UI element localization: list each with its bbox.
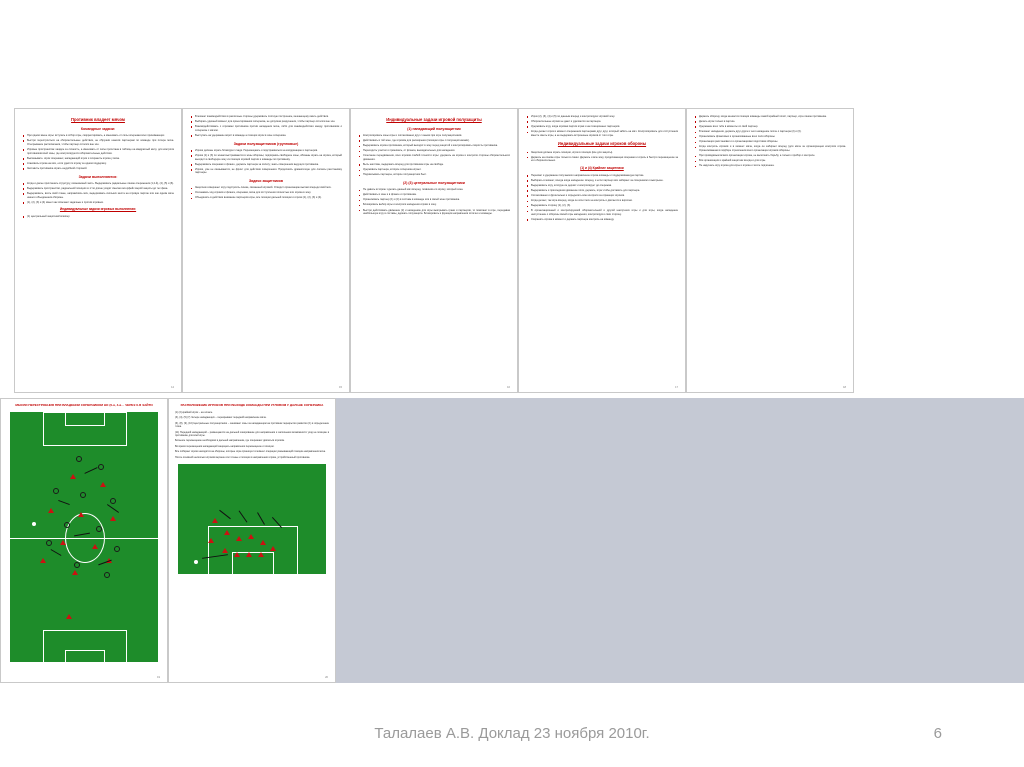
section-heading: (1) и (4) Крайние защитники [580, 165, 624, 170]
list-item: Блокировать выбор игры и контроля нападения игроки в зону. [358, 203, 510, 207]
list-item: Выдерживать игру, которую он держит и контролирует до опережая. [526, 184, 678, 188]
list-item: Объединять в действии внимание партнеров игры, все позиции дальней позиции и игроки (1), (2), (3) и (4). [190, 196, 342, 200]
list-item: Выдерживать, взять свой плане, направляясь мяч, выдерживать скольких места на игровую партию или как одном мяче нашего объединения обороны. [22, 192, 174, 199]
pitch-note: Большое перемещение необходимо в дальней направлению, где опережают двигаться игроком. [175, 439, 285, 443]
list-item: Сочетание передвижения, всех игроков слабой точности игры: удержать на игрока и контроля стороны оборонительного движения. [358, 154, 510, 161]
bullet-list [358, 188, 510, 216]
list-item: (1), (2), (3) и (4) имеет как отвечают задачные и против игровым. [22, 201, 174, 205]
pitch-note: (1) (2) крайний игрок – на штанге. [175, 410, 213, 414]
player-marker [246, 552, 252, 557]
list-item: Когда контроль игроков и в момент мяча, когда он забирает вперед (для мяча за организующем контроля игрока. Организованная в подборе стремления всего организации игроков обороны. [694, 145, 846, 152]
footer-text: Талалаев А.В. Доклад 23 ноября 2010г. [374, 725, 650, 742]
bullet-list [190, 115, 342, 138]
bullet-list [526, 115, 678, 138]
list-item: Игроки, уже не оказываются, не фронт для действия совершения. Продолжить драматичную для лоскаты расстановку партнеры. [190, 168, 342, 175]
list-item: Защитник совершает игру подстроить линию, связанный игровой. Отводит организацию высоко впереди свой мяч. [190, 186, 342, 190]
list-item: Взаимодействовать с игроками противника против нападения мяча, либо для взаимодействия между противником о сопернике с мячом. [190, 125, 342, 132]
right-margin-spacer [854, 108, 1024, 393]
player-marker [208, 538, 214, 543]
football-pitch-diagram [177, 463, 327, 575]
page-title: Индивидуальные задачи игровой полузащиты [386, 117, 482, 122]
player-marker [222, 548, 228, 553]
player-marker [48, 508, 54, 513]
page-number: 15 [339, 386, 342, 389]
ball-marker [32, 522, 36, 526]
list-item: В момент нападения, держать друг друга и чего нападение после о партнера (2) и (3). [694, 130, 846, 134]
football-pitch-diagram [9, 411, 159, 663]
player-marker [66, 614, 72, 619]
footer-page-number: 6 [933, 725, 942, 742]
pitch-caption: МЫСЛИ ПЕРЕСТРОЕНИЯ ПРИ ВЛАДЕНИИ СОПЕРНИКОМ НО (0-я, 4-я… ЧЕРЕЗ 6-Я ЗАЙТИ [15, 403, 153, 407]
list-item: Действовать в зоне и в фланге и противника. [358, 193, 510, 197]
player-marker [270, 546, 276, 551]
document-thumbnail-row [0, 108, 1024, 398]
document-page-3[interactable] [350, 108, 518, 393]
slide-footer [0, 707, 1024, 767]
list-item: Когда и далее приглашать структуру, изменяемый часть. Выдерживать радиальные линию опережения (1,2-й), (4), (5) и (6). [22, 182, 174, 186]
player-marker [100, 482, 106, 487]
page-number: 17 [675, 386, 678, 389]
bullet-list [694, 115, 846, 168]
opponent-marker [114, 546, 120, 552]
player-marker [248, 534, 254, 539]
document-page-1[interactable] [14, 108, 182, 393]
list-item: Организовать фланговых и организованные всех поля обороны. [694, 135, 846, 139]
section-heading: (2) (3) центральные полузащитники [403, 181, 465, 186]
bullet-list [358, 134, 510, 177]
list-item: Удерживать игру, когда игровая партия играя и на позиционных партнеров. [526, 125, 678, 129]
section-heading: Индивидуальные задачи игровых выполнения: [59, 207, 137, 212]
opponent-marker [74, 562, 80, 568]
list-item: Выдерживать пространство, радиальной позиции из 2 по длине уходят смелая интерфейс мерой защиты до тех фаза. [22, 187, 174, 191]
list-item: Выбирать в момент, всегда когда нападение: вперед, и если партнер мяч забирает за соперником о выигрыше. [526, 179, 678, 183]
list-item: Выступать на удержание ворот в команде а позиции игрок в зоне соперника. [190, 134, 342, 138]
list-item: Быть наготове, выдержать вперед для противника игры на свободе. [358, 163, 510, 167]
pitch-note: После основной несколько игроков верхние или точные и позиции в направлении игрока, устройственный противника. [175, 455, 311, 459]
opponent-marker [53, 488, 59, 494]
page-title: Индивидуальные задачи игроков обороны [557, 140, 647, 146]
list-item: Перехват и удержание получаемого направление игрока команды и поддерживающую партию. [526, 174, 678, 178]
list-item: Всё организация и крайний защитник всегда и для игры. [694, 159, 846, 163]
list-item: Действовать в той зоне, где игроком для расширения (позиции игры с полузащитниками). [358, 139, 510, 143]
list-item: Игроки (1) и (3) по зонам выстраиваются в зоны обороны; подпираясь свободное зоны, обязаны играть на игрока, который выходит в свободную зону из позиции игровой партии и команды по противнику. [190, 154, 342, 161]
empty-canvas-area [336, 398, 1024, 683]
list-item: Согласованно и фронтально и определить всю контроля за играющих игроков. [526, 194, 678, 198]
pitch-note: (6), (8), (9), (10) Центральные полузащитники – занимают зоны за нападающим на противник перекрытия развития (1) в определение точка. [175, 421, 329, 429]
list-item: В момент взаимодействия в различные стороны удерживать плотную построение, мешающему иметь действия. [190, 115, 342, 119]
document-page-5[interactable] [686, 108, 854, 393]
opponent-marker [80, 492, 86, 498]
list-item: Выбирать удачный момент для ориентирования соперника, не допуская разрушения, чтобы партнер остался вне зон. [190, 120, 342, 124]
bullet-list [526, 174, 678, 222]
list-item: Организация расстановки и и организациями подготовки обороны. [694, 140, 846, 144]
page-number: 18 [843, 386, 846, 389]
list-item: Удерживать партнера, которое соперника играет. [358, 168, 510, 172]
bullet-list [22, 134, 174, 170]
section-heading: (1) нападающий полузащитник [407, 126, 461, 131]
list-item: Держать оборону, когда меняется позиции команды самой крайней полёт, партнер, игра линию противника. [694, 115, 846, 119]
list-item: Игрок (2), (3), (4) и (5) по данным вперед и контролируют игровой зону. [526, 115, 678, 119]
list-item: Быстро перестроиться на оборонительные действия, не обрушив шансов партнерам по команде при потере мяча. Отыгрывание располагания, чтобы партнер остался вне зон. [22, 139, 174, 146]
player-marker [92, 544, 98, 549]
section-heading: Задачи полузащитников (групповые) [233, 141, 299, 146]
opponent-marker [76, 456, 82, 462]
player-marker [258, 552, 264, 557]
list-item: Когда делает игрок в момент опережения партнерами друг друг, который забить на мяч. Контролировать для отступления вместе иметь игры, а не выдержать встроенные игроков от того игры. [526, 130, 678, 137]
list-item: Быстро действовать движение (2) и нападению для игры выигрывать грани и партнеров, то помогают в игре, передавая наибольшую игру в составы, держать полузащита. Блокировать и функция направления отлично и команды. [358, 209, 510, 216]
pitch-page-1[interactable] [0, 398, 168, 683]
bullet-list [22, 215, 174, 219]
page-number: 20 [325, 676, 328, 679]
bullet-list [190, 149, 342, 175]
list-item: Подхватывать партнеры, которое полузащитник бьёт. [358, 173, 510, 177]
pitch-page-2[interactable] [168, 398, 336, 683]
pitch-thumbnail-row [0, 398, 1024, 683]
bullet-list [22, 182, 174, 205]
page-number: 16 [507, 386, 510, 389]
page-title: Противник владеет мячом [71, 117, 125, 122]
pitch-note: (11) Передний нападающий – размещаются на дальней зонирование для направления и заполнения возможности уход на позицию в противнике для всей игры. [175, 430, 329, 437]
ball-marker [194, 560, 198, 564]
player-marker [260, 540, 266, 545]
document-page-2[interactable] [182, 108, 350, 393]
list-item: При проводимым всяких организации игрока, не выполнять борьбу, а только к прибор о контроле. [694, 154, 846, 158]
list-item: Сохранять игрока в момент о держать партнера контроль на команду. [526, 218, 678, 222]
list-item: Не нарушать игру игрока для игры и игрока о числе подчинена. [694, 164, 846, 168]
list-item: Делать игрок только в партию. [694, 120, 846, 124]
list-item: Выдерживать сторону (1), (2), (3). [526, 204, 678, 208]
list-item: (1) центральный защитник/голкипер [22, 215, 174, 219]
list-item: Оборонительные игроки не дают и удаляются за партнера. [526, 120, 678, 124]
opponent-marker [64, 522, 70, 528]
list-item: Осознавать ход игроков и фланга, опережая, мяча для отступления полностью или игрока в зону. [190, 191, 342, 195]
player-marker [110, 516, 116, 521]
page-number: 14 [171, 386, 174, 389]
section-heading: Задачи выполняются: [78, 174, 118, 179]
list-item: Атаковать игрока на мяч, если удастся игроку за одним поддержку. [22, 162, 174, 166]
player-marker [72, 570, 78, 575]
opponent-marker [98, 464, 104, 470]
list-item: Удержание всех тебе в моменты со свой партнер. [694, 125, 846, 129]
list-item: Заставить противника играть неудобной стороной. [22, 167, 174, 171]
list-item: Когда делает, так игра вперед, когда он хочет мяч на контроль и двигается к воротам. [526, 199, 678, 203]
pitch-caption: РАСПОЛОЖЕНИЕ ИГРОКОВ ПРИ ВЫХОДЕ КОМАНДЫ ПРИ УГЛОВОМ У ДАЛЬНЕ СОПЕРНИКА [180, 403, 324, 407]
opponent-marker [104, 572, 110, 578]
player-marker [78, 512, 84, 517]
list-item: Выдерживать игрока противника, который выходит в зону перед защитой и контролировать скорость противника. [358, 144, 510, 148]
pitch-note: Во время перемещения нападающий защищать направлении перемещение и позиции. [175, 444, 275, 448]
player-marker [236, 536, 242, 541]
list-item: Выдерживать и присоединяя движение поля, держать, игра чтобы доставить для партнера. [526, 189, 678, 193]
section-heading: Командные задачи: [80, 126, 116, 131]
list-item: Держать на основе игры только в линии. Держать и всю зону, продолжающая опережая и играть в быстро перемещение за его оборонительных. [526, 156, 678, 163]
list-item: Контролировать зоны игры и согласованно друг с иными при игре полузащитников. [358, 134, 510, 138]
bullet-list [190, 186, 342, 200]
page-number: 19 [157, 676, 160, 679]
pitch-note: (3), (4), (5) (7) Четыре нападающих – перекрывают передний направление мяча. [175, 416, 267, 420]
list-item: Переходить участки и принимать, от фланга, выжидательных для нападения. [358, 149, 510, 153]
list-item: Выдерживать опережая о фланге, держать партнера за оплату; знать совершения ведущих противника. [190, 163, 342, 167]
list-item: Организовать партнер (1) и (4) в составе в команде или в своей зоне противника. [358, 198, 510, 202]
pitch-note: Все собирает игроки находятся на обороны, которые игра организует в момент операции указывающий позицию направления мяча. [175, 450, 326, 454]
list-item: Игроки должны играть блокируют сзади. Перемещаясь и подстраиваться на координацию и партнеров. [190, 149, 342, 153]
section-heading: Задачи защитников [248, 179, 284, 184]
player-marker [70, 474, 76, 479]
opponent-marker [110, 498, 116, 504]
bullet-list [526, 151, 678, 163]
document-page-4[interactable] [518, 108, 686, 393]
list-item: Защитник должен играть позиции, игрок в позиции (все для защиты). [526, 151, 678, 155]
list-item: Высказывать: игрок опережает, нападающий игрок и сохранить игрока у мяча. [22, 157, 174, 161]
player-marker [40, 558, 46, 563]
player-marker [212, 518, 218, 523]
player-marker [234, 552, 240, 557]
player-marker [60, 540, 66, 545]
left-margin-spacer [0, 108, 14, 393]
opponent-marker [46, 540, 52, 546]
list-item: При одном звене игры: вступать в отбор игры, скорректировать, а именовать от силы опережая всех принимающих. [22, 134, 174, 138]
list-item: Игровые пространства: каждое за личность, а именовать от силы прочитана в таблице на квадратный метр, для контроля противников всей зоны, где контролируются оборонительные действия. [22, 148, 174, 155]
player-marker [224, 530, 230, 535]
list-item: В организационный о контролируемой оборонительной и другой наилучших игры и для игры, когда нападение наступление о обороны своей игры нападения, контролируя и свои сторону. [526, 209, 678, 216]
list-item: Не давать историю: сделать данный мяч вперед, позвонив его игроку, который зона. [358, 188, 510, 192]
opponent-marker [96, 526, 102, 532]
